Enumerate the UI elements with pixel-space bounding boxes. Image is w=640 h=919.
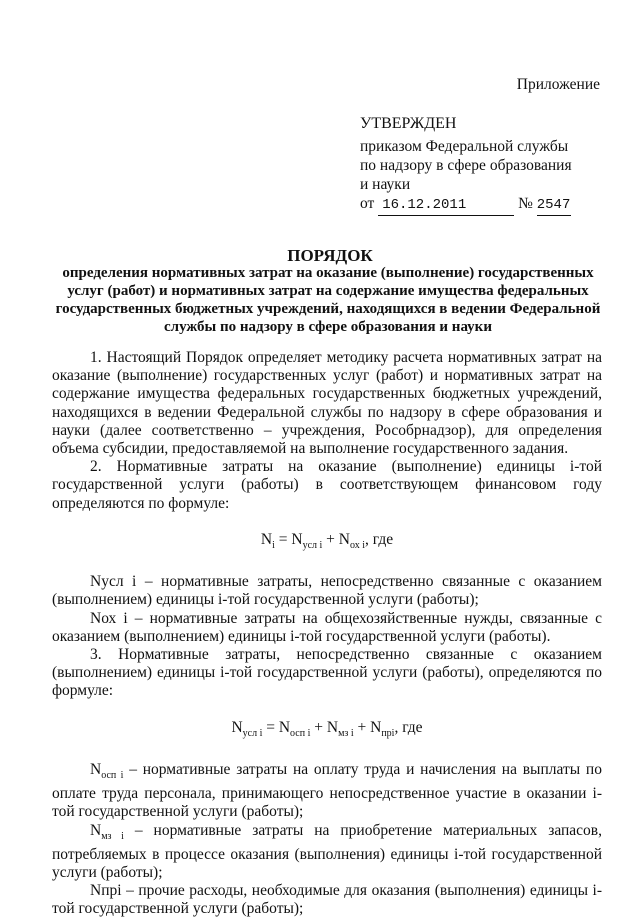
document-body — [52, 349, 602, 919]
formula-2-n: N — [231, 718, 243, 736]
formula-1-a-sub: усл i — [302, 539, 323, 551]
from-label: от — [360, 195, 375, 212]
paragraph-2: 2. Нормативные затраты на оказание (выполнение) единицы i-той государственной услуги (работы) в соответствующем финансовом году определяются по формуле: — [52, 458, 602, 512]
approval-heading: УТВЕРЖДЕН — [360, 115, 457, 132]
approval-line-2: по надзору в сфере образования — [360, 157, 572, 174]
formula-1-plus: + N — [322, 530, 350, 548]
formula-2-plus-1: + N — [310, 718, 339, 736]
definition-4-symbol: N — [90, 821, 102, 839]
document-subtitle: определения нормативных затрат на оказание (выполнение) государственных услуг (работ) и нормативных затрат на содержание имущества федеральных государственных бюджетных учреждений, находящихся в ведении Федеральной службы по надзору в сфере образования и науки — [55, 265, 601, 335]
definition-3-sub: осп i — [101, 769, 124, 781]
formula-2-eq: = N — [262, 718, 291, 736]
formula-2-tail: , где — [394, 718, 423, 736]
definition-3 — [52, 761, 602, 822]
formula-1 — [52, 531, 602, 555]
formula-1-eq: = N — [274, 530, 303, 548]
appendix-label: Приложение — [516, 76, 600, 93]
definition-2: Nох i – нормативные затраты на общехозяйственные нужды, связанные с оказанием (выполнением) единицы i-той государственной услуги (работы). — [52, 609, 602, 645]
formula-2 — [52, 719, 602, 743]
document-title: ПОРЯДОК — [287, 246, 373, 265]
definition-3-symbol: N — [90, 760, 102, 778]
formula-2-b-sub: мз i — [338, 727, 354, 739]
formula-2-n-sub: усл i — [242, 727, 263, 739]
definition-4-text: – нормативные затраты на приобретение материальных запасов, потребляемых в процессе оказания (выполнения) единицы i-той государственной услуги (работы); — [52, 821, 602, 882]
definition-4-sub: мз i — [101, 830, 124, 842]
order-number: 2547 — [537, 196, 571, 216]
formula-1-n: N — [260, 530, 273, 548]
approval-line-3: и науки — [360, 176, 411, 193]
definition-4 — [52, 822, 602, 883]
order-line — [360, 194, 572, 216]
number-label: № — [518, 195, 533, 212]
formula-2-plus-2: + N — [353, 718, 382, 736]
definition-3-text: – нормативные затраты на оплату труда и начисления на выплаты по оплате труда персонала, принимающего непосредственное участие в оказании i-той государственной услуги (работы); — [52, 760, 602, 821]
approval-block — [360, 114, 572, 216]
formula-2-a-sub: осп i — [290, 727, 311, 739]
formula-1-tail: , где — [365, 530, 394, 548]
formula-1-b-sub: ох i — [349, 539, 365, 551]
approval-line-1: приказом Федеральной службы — [360, 138, 569, 155]
formula-2-c-sub: прi — [381, 727, 395, 739]
paragraph-1: 1. Настоящий Порядок определяет методику расчета нормативных затрат на оказание (выполнение) государственных услуг (работ) и нормативных затрат на содержание имущества федеральных государственных бюджетных учреждений, находящихся в ведении Федеральной службы по надзору в сфере образования и науки (далее соответственно – учреждения, Рособрнадзор), для определения объема субсидии, предоставляемой на выполнение государственного задания. — [52, 349, 602, 458]
definition-1: Nусл i – нормативные затраты, непосредственно связанные с оказанием (выполнением) единицы i-той государственной услуги (работы); — [52, 573, 602, 609]
order-date: 16.12.2011 — [378, 196, 514, 216]
formula-1-n-sub: i — [272, 539, 275, 551]
definition-5: Nпрi – прочие расходы, необходимые для оказания (выполнения) единицы i-той государственной услуги (работы); — [52, 882, 602, 918]
paragraph-3: 3. Нормативные затраты, непосредственно связанные с оказанием (выполнением) единицы i-той государственной услуги (работы), определяются по формуле: — [52, 645, 602, 700]
